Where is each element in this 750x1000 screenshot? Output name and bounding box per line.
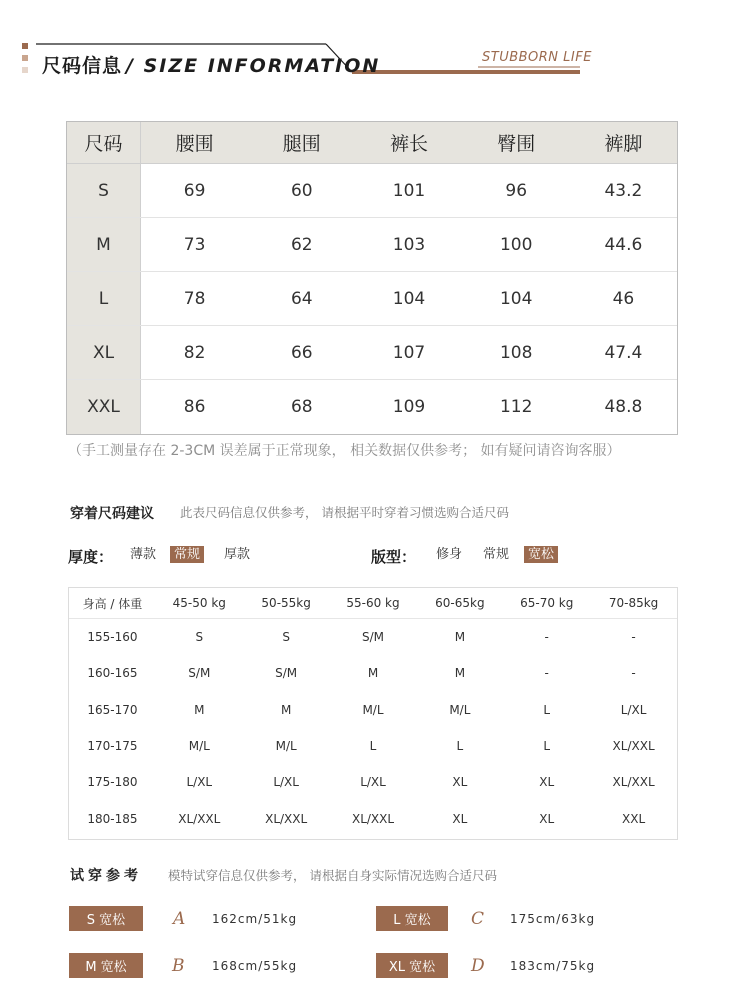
size-value-cell: 64 (290, 288, 313, 309)
fit-option-regular[interactable]: 常规 (483, 547, 510, 562)
model-section-subtitle: 模特试穿信息仅供参考， 请根据自身实际情况选购合适尺码 (168, 868, 497, 883)
size-table-header (67, 122, 677, 164)
size-header-cell: 臀围 (497, 133, 536, 155)
fit-header-cell: 65-70 kg (520, 596, 574, 610)
fit-size-cell: S/M (275, 666, 298, 681)
size-label-cell: XXL (67, 380, 141, 434)
model-section-title (70, 865, 142, 885)
fit-size-cell: XL (452, 775, 468, 790)
model-section-title-text: 试穿参考 (70, 868, 142, 884)
fit-table (68, 587, 678, 840)
fit-size-cell: L/XL (273, 775, 299, 790)
fit-size-cell: L/XL (620, 702, 647, 717)
fit-size-cell: L/XL (360, 775, 386, 790)
fit-section-subtitle: 此表尺码信息仅供参考， 请根据平时穿着习惯选购合适尺码 (180, 505, 509, 520)
size-value-cell: 69 (183, 180, 206, 201)
thickness-label: 厚度： (68, 548, 114, 566)
table-row (67, 218, 677, 272)
size-header-cell: 尺码 (67, 122, 141, 163)
fit-size-cell: XL/XXL (265, 811, 308, 826)
page-title (42, 51, 380, 78)
size-header-cell: 腰围 (175, 133, 214, 155)
size-value-cell: 100 (499, 234, 533, 255)
page-title-cn: 尺码信息 (42, 55, 123, 77)
table-row (69, 800, 677, 836)
fit-type-label: 版型： (371, 548, 417, 566)
fit-size-cell: M/L (449, 702, 471, 717)
fit-size-cell: M (194, 702, 205, 717)
size-header-cell: 裤脚 (604, 133, 643, 155)
size-value-cell: 103 (392, 234, 426, 255)
fit-height-cell: 160-165 (87, 666, 138, 681)
size-value-cell: 86 (183, 397, 206, 417)
fit-size-cell: - (544, 630, 549, 645)
fit-size-cell: M/L (275, 739, 297, 754)
fit-size-cell: L (369, 739, 377, 754)
size-value-cell: 62 (290, 234, 313, 255)
fit-header-cell: 身高 / 体重 (82, 596, 143, 611)
fit-section-title-text: 穿着尺码建议 (70, 506, 154, 522)
table-row (69, 764, 677, 800)
model-height-weight: 162cm/51kg (212, 912, 298, 926)
fit-size-cell: M/L (362, 702, 384, 717)
thickness-option-thin[interactable]: 薄款 (130, 547, 157, 562)
size-value-cell: 48.8 (604, 397, 643, 417)
size-value-cell: 107 (392, 342, 426, 363)
fit-header-cell: 45-50 kg (172, 596, 226, 610)
fit-size-cell: S/M (362, 630, 385, 645)
size-value-cell: 104 (392, 288, 426, 309)
fit-size-cell: XL/XXL (612, 739, 655, 754)
fit-header-cell: 60-65kg (435, 596, 485, 610)
table-row (69, 619, 677, 655)
size-value-cell: 78 (183, 288, 206, 309)
fit-size-cell: L (456, 739, 464, 754)
size-value-cell: 44.6 (604, 234, 643, 255)
table-row (67, 272, 677, 326)
size-value-cell: 96 (505, 180, 528, 201)
size-header-cell: 裤长 (390, 133, 429, 155)
table-row (67, 380, 677, 434)
size-label-cell: M (67, 218, 141, 271)
fit-table-header (69, 588, 677, 619)
fit-size-cell: XL/XXL (351, 811, 395, 826)
brand-label: STUBBORN LIFE (482, 50, 592, 65)
fit-size-cell: XL (452, 811, 468, 826)
fit-size-cell: M (367, 666, 379, 681)
fit-height-cell: 165-170 (87, 702, 138, 717)
model-size-tag: XL 宽松 (376, 953, 448, 978)
fit-size-cell: M (454, 630, 466, 645)
thickness-option-regular-selected[interactable]: 常规 (170, 546, 204, 563)
fit-section-title (70, 503, 154, 523)
size-value-cell: 104 (499, 288, 533, 309)
model-letter: A (173, 909, 186, 929)
model-height-weight: 183cm/75kg (510, 959, 596, 973)
size-label-cell: XL (67, 326, 141, 379)
fit-option-loose-selected[interactable]: 宽松 (524, 546, 558, 563)
fit-size-cell: XL (539, 811, 555, 826)
fit-size-cell: XXL (622, 811, 646, 826)
table-row (69, 655, 677, 691)
fit-size-cell: L/XL (186, 775, 213, 790)
fit-height-cell: 155-160 (87, 630, 138, 645)
model-letter: D (471, 956, 485, 976)
fit-height-cell: 180-185 (87, 811, 138, 826)
model-letter: C (471, 909, 485, 929)
fit-size-cell: XL (539, 775, 555, 790)
size-value-cell: 47.4 (604, 342, 643, 363)
size-header-cell: 腿围 (282, 133, 321, 155)
table-row (69, 692, 677, 728)
size-value-cell: 108 (499, 342, 533, 363)
fit-size-cell: L (543, 702, 551, 717)
model-size-tag: M 宽松 (69, 953, 143, 978)
model-letter: B (172, 956, 185, 976)
table-row (67, 164, 677, 218)
fit-size-cell: M/L (188, 739, 210, 754)
thickness-option-thick[interactable]: 厚款 (224, 547, 251, 562)
size-value-cell: 109 (392, 397, 426, 417)
fit-height-cell: 170-175 (87, 739, 138, 754)
model-size-tag: S 宽松 (69, 906, 143, 931)
table-row (67, 326, 677, 380)
size-value-cell: 60 (290, 180, 313, 201)
fit-size-cell: S/M (188, 666, 211, 681)
fit-size-cell: XL/XXL (178, 811, 221, 826)
fit-header-cell: 50-55kg (261, 596, 311, 610)
fit-height-cell: 175-180 (87, 775, 138, 790)
size-label-cell: L (67, 272, 141, 325)
size-value-cell: 73 (183, 234, 206, 255)
size-value-cell: 112 (499, 397, 533, 417)
fit-size-cell: XL/XXL (612, 775, 655, 790)
fit-option-slim[interactable]: 修身 (436, 547, 463, 562)
size-value-cell: 43.2 (604, 180, 643, 201)
page-title-en: / SIZE INFORMATION (126, 55, 381, 77)
size-value-cell: 101 (392, 180, 426, 201)
fit-header-cell: 70-85kg (608, 596, 659, 610)
model-height-weight: 175cm/63kg (510, 912, 596, 926)
fit-size-cell: - (631, 666, 636, 681)
size-value-cell: 46 (612, 288, 635, 309)
fit-size-cell: M (454, 666, 466, 681)
model-size-tag: L 宽松 (376, 906, 448, 931)
size-value-cell: 82 (183, 342, 206, 363)
model-height-weight: 168cm/55kg (212, 959, 298, 973)
fit-size-cell: S (282, 630, 290, 645)
fit-size-cell: - (544, 666, 549, 681)
fit-size-cell: L (543, 739, 551, 754)
size-table (66, 121, 678, 435)
measurement-note: （手工测量存在 2-3CM 误差属于正常现象， 相关数据仅供参考； 如有疑问请咨询客服） (68, 443, 621, 459)
size-value-cell: 66 (290, 342, 313, 363)
size-label-cell: S (67, 164, 141, 217)
table-row (69, 728, 677, 764)
fit-size-cell: M (280, 702, 292, 717)
fit-header-cell: 55-60 kg (346, 596, 400, 610)
size-value-cell: 68 (290, 397, 313, 417)
fit-size-cell: - (631, 630, 636, 645)
fit-size-cell: S (195, 630, 204, 645)
